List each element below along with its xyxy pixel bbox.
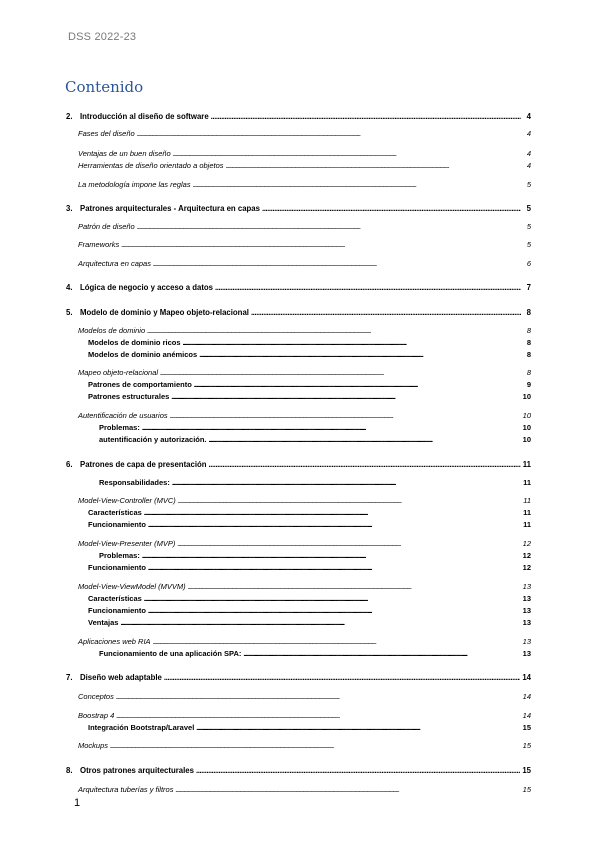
toc-leader	[173, 149, 521, 159]
toc-leader	[153, 637, 521, 647]
toc-page-number: 13	[522, 582, 531, 591]
toc-leader	[183, 338, 521, 348]
toc-leader	[148, 563, 521, 573]
toc-number: 5.	[66, 308, 73, 317]
toc-entry[interactable]	[88, 380, 531, 390]
toc-entry-text: Patrones de comportamiento	[88, 380, 192, 389]
toc-entry[interactable]	[88, 350, 531, 360]
toc-leader	[211, 112, 521, 122]
toc-page-number: 11	[523, 496, 531, 505]
toc-entry-text: Patrón de diseño	[78, 222, 135, 231]
toc-leader	[215, 283, 521, 293]
toc-entry-text: Herramientas de diseño orientado a objetos	[78, 161, 224, 170]
toc-page-number: 4	[526, 149, 531, 158]
toc-entry[interactable]	[88, 618, 531, 628]
toc-leader	[164, 673, 520, 683]
toc-entry-text: Patrones arquitecturales - Arquitectura en capas	[80, 204, 260, 213]
toc-page-number: 7	[526, 283, 531, 292]
toc-leader	[153, 259, 521, 269]
toc-page-number: 13	[522, 637, 531, 646]
toc-page-number: 8	[526, 350, 531, 359]
toc-entry[interactable]	[66, 112, 531, 122]
toc-entry-text: Características	[88, 594, 142, 603]
toc-leader	[148, 606, 521, 616]
toc-entry-text: Patrones estructurales	[88, 392, 170, 401]
toc-leader	[137, 222, 521, 232]
toc-entry[interactable]	[88, 520, 531, 530]
toc-page-number: 9	[526, 380, 531, 389]
toc-leader	[171, 392, 520, 402]
toc-entry[interactable]	[88, 723, 531, 733]
toc-entry[interactable]	[78, 411, 531, 421]
toc-page-number: 8	[526, 338, 531, 347]
toc-page-number: 15	[522, 785, 531, 794]
toc-entry-text: Boostrap 4	[78, 711, 115, 720]
toc-leader	[193, 180, 521, 190]
toc-leader	[177, 539, 520, 549]
toc-leader	[243, 649, 520, 659]
toc-leader	[209, 460, 521, 470]
toc-entry-text: Funcionamiento	[88, 606, 146, 615]
page-title: Contenido	[65, 78, 144, 96]
toc-entry-text: Lógica de negocio y acceso a datos	[80, 283, 214, 292]
toc-page-number: 11	[522, 460, 531, 469]
toc-page-number: 11	[523, 508, 531, 517]
toc-leader	[251, 308, 521, 318]
toc-entry-text: Problemas:	[99, 551, 140, 560]
toc-number: 6.	[66, 460, 73, 469]
toc-number: 4.	[66, 283, 73, 292]
toc-page-number: 8	[526, 368, 531, 377]
toc-leader	[137, 129, 521, 139]
toc-entry-text: Modelos de dominio anémicos	[88, 350, 198, 359]
toc-page-number: 14	[522, 711, 531, 720]
toc-number: 3.	[66, 204, 73, 213]
toc-page-number: 12	[522, 551, 531, 560]
toc-entry-text: La metodología impone las reglas	[78, 180, 191, 189]
toc-number: 2.	[66, 112, 73, 121]
toc-leader	[142, 551, 521, 561]
toc-entry-text: Responsabilidades:	[99, 478, 170, 487]
toc-leader	[110, 741, 521, 751]
toc-entry[interactable]	[78, 161, 531, 171]
toc-page-number: 5	[526, 240, 531, 249]
toc-entry[interactable]	[88, 594, 531, 604]
toc-entry[interactable]	[78, 129, 531, 139]
toc-leader	[209, 435, 521, 445]
toc-entry-text: Características	[88, 508, 142, 517]
toc-entry[interactable]	[78, 741, 531, 751]
toc-entry[interactable]	[66, 460, 531, 470]
toc-page-number: 4	[526, 161, 531, 170]
toc-entry[interactable]	[88, 338, 531, 348]
toc-leader	[116, 692, 521, 702]
toc-leader	[194, 380, 521, 390]
toc-entry-text: Model-View-Presenter (MVP)	[78, 539, 176, 548]
toc-entry[interactable]	[66, 204, 531, 214]
toc-entry-text: Modelos de dominio ricos	[88, 338, 181, 347]
toc-page-number: 11	[523, 520, 531, 529]
toc-entry-text: Fases del diseño	[78, 129, 135, 138]
toc-entry-text: Integración Bootstrap/Laravel	[88, 723, 195, 732]
toc-entry-text: Funcionamiento de una aplicación SPA:	[99, 649, 242, 658]
toc-page-number: 14	[522, 692, 531, 701]
toc-entry[interactable]	[78, 539, 531, 549]
toc-entry[interactable]	[88, 508, 531, 518]
toc-entry[interactable]	[88, 392, 531, 402]
toc-entry[interactable]	[78, 180, 531, 190]
toc-page-number: 5	[526, 204, 531, 213]
toc-page-number: 10	[522, 392, 531, 401]
toc-entry[interactable]	[88, 563, 531, 573]
toc-entry[interactable]	[78, 368, 531, 378]
toc-page-number: 15	[522, 741, 531, 750]
toc-page-number: 12	[522, 563, 531, 572]
toc-leader	[196, 766, 520, 776]
toc-entry-text: Mapeo objeto-relacional	[78, 368, 159, 377]
toc-entry[interactable]	[99, 478, 531, 488]
toc-entry-text: Aplicaciones web RIA	[78, 637, 151, 646]
toc-number: 8.	[66, 766, 73, 775]
toc-page-number: 8	[526, 326, 531, 335]
toc-entry-text: Mockups	[78, 741, 109, 750]
toc-leader	[178, 496, 521, 506]
toc-entry-text: Funcionamiento	[88, 520, 146, 529]
toc-entry[interactable]	[66, 766, 531, 776]
toc-entry[interactable]	[78, 582, 531, 592]
toc-leader	[148, 520, 521, 530]
toc-page-number: 13	[522, 606, 531, 615]
toc-entry-text: Autentificación de usuarios	[78, 411, 168, 420]
toc-leader	[172, 478, 521, 488]
toc-entry-text: Arquitectura tuberías y filtros	[78, 785, 174, 794]
toc-entry-text: Frameworks	[78, 240, 120, 249]
toc-leader	[120, 618, 520, 628]
toc-entry-text: Modelo de dominio y Mapeo objeto-relacional	[80, 308, 249, 317]
page-header: DSS 2022-23	[68, 31, 137, 43]
toc-number: 7.	[66, 673, 73, 682]
toc-entry[interactable]	[78, 149, 531, 159]
toc-entry-text: Patrones de capa de presentación	[80, 460, 207, 469]
toc-page-number: 14	[522, 673, 531, 682]
toc-entry-text: Arquitectura en capas	[78, 259, 151, 268]
toc-entry[interactable]	[78, 326, 531, 336]
toc-page-number: 10	[522, 423, 531, 432]
toc-entry-text: Model-View-Controller (MVC)	[78, 496, 176, 505]
toc-entry[interactable]	[78, 222, 531, 232]
toc-entry[interactable]	[78, 496, 531, 506]
toc-leader	[144, 594, 521, 604]
toc-entry[interactable]	[78, 785, 531, 795]
page-number: 1	[74, 797, 81, 809]
toc-entry[interactable]	[99, 551, 531, 561]
toc-page-number: 5	[526, 222, 531, 231]
toc-entry-text: Ventajas de un buen diseño	[78, 149, 171, 158]
toc-leader	[116, 711, 520, 721]
toc-entry-text: Introducción al diseño de software	[80, 112, 209, 121]
toc-entry-text: Modelos de dominio	[78, 326, 146, 335]
toc-entry[interactable]	[66, 673, 531, 683]
toc-leader	[121, 240, 521, 250]
toc-leader	[188, 582, 521, 592]
toc-leader	[142, 423, 521, 433]
toc-page-number: 4	[526, 112, 531, 121]
toc-entry-text: Funcionamiento	[88, 563, 146, 572]
toc-page-number: 13	[522, 649, 531, 658]
toc-leader	[147, 326, 521, 336]
toc-entry[interactable]	[66, 283, 531, 293]
toc-page-number: 15	[522, 723, 531, 732]
toc-entry-text: Ventajas	[88, 618, 119, 627]
toc-page-number: 10	[522, 435, 531, 444]
toc-leader	[196, 723, 520, 733]
toc-page-number: 8	[526, 308, 531, 317]
toc-entry[interactable]	[78, 692, 531, 702]
toc-leader	[262, 204, 521, 214]
toc-leader	[160, 368, 521, 378]
toc-entry[interactable]	[78, 711, 531, 721]
toc-entry[interactable]	[78, 240, 531, 250]
toc-entry-text: Diseño web adaptable	[80, 673, 162, 682]
toc-entry[interactable]	[66, 308, 531, 318]
toc-entry[interactable]	[99, 435, 531, 445]
toc-leader	[144, 508, 521, 518]
toc-page-number: 5	[526, 180, 531, 189]
toc-entry-text: Conceptos	[78, 692, 114, 701]
toc-page-number: 13	[522, 618, 531, 627]
toc-page-number: 12	[522, 539, 531, 548]
toc-entry-text: Model-View-ViewModel (MVVM)	[78, 582, 186, 591]
toc-entry[interactable]	[99, 423, 531, 433]
toc-entry[interactable]	[99, 649, 531, 659]
toc-entry[interactable]	[78, 259, 531, 269]
toc-leader	[226, 161, 521, 171]
toc-page-number: 13	[522, 594, 531, 603]
toc-page-number: 6	[526, 259, 531, 268]
toc-leader	[199, 350, 521, 360]
toc-page-number: 11	[523, 478, 531, 487]
toc-leader	[175, 785, 520, 795]
toc-page-number: 4	[526, 129, 531, 138]
toc-entry[interactable]	[78, 637, 531, 647]
toc-page-number: 15	[522, 766, 531, 775]
toc-leader	[170, 411, 521, 421]
toc-entry-text: Otros patrones arquitecturales	[80, 766, 194, 775]
toc-page-number: 10	[522, 411, 531, 420]
toc-entry[interactable]	[88, 606, 531, 616]
toc-entry-text: autentificación y autorización.	[99, 435, 207, 444]
toc-entry-text: Problemas:	[99, 423, 140, 432]
